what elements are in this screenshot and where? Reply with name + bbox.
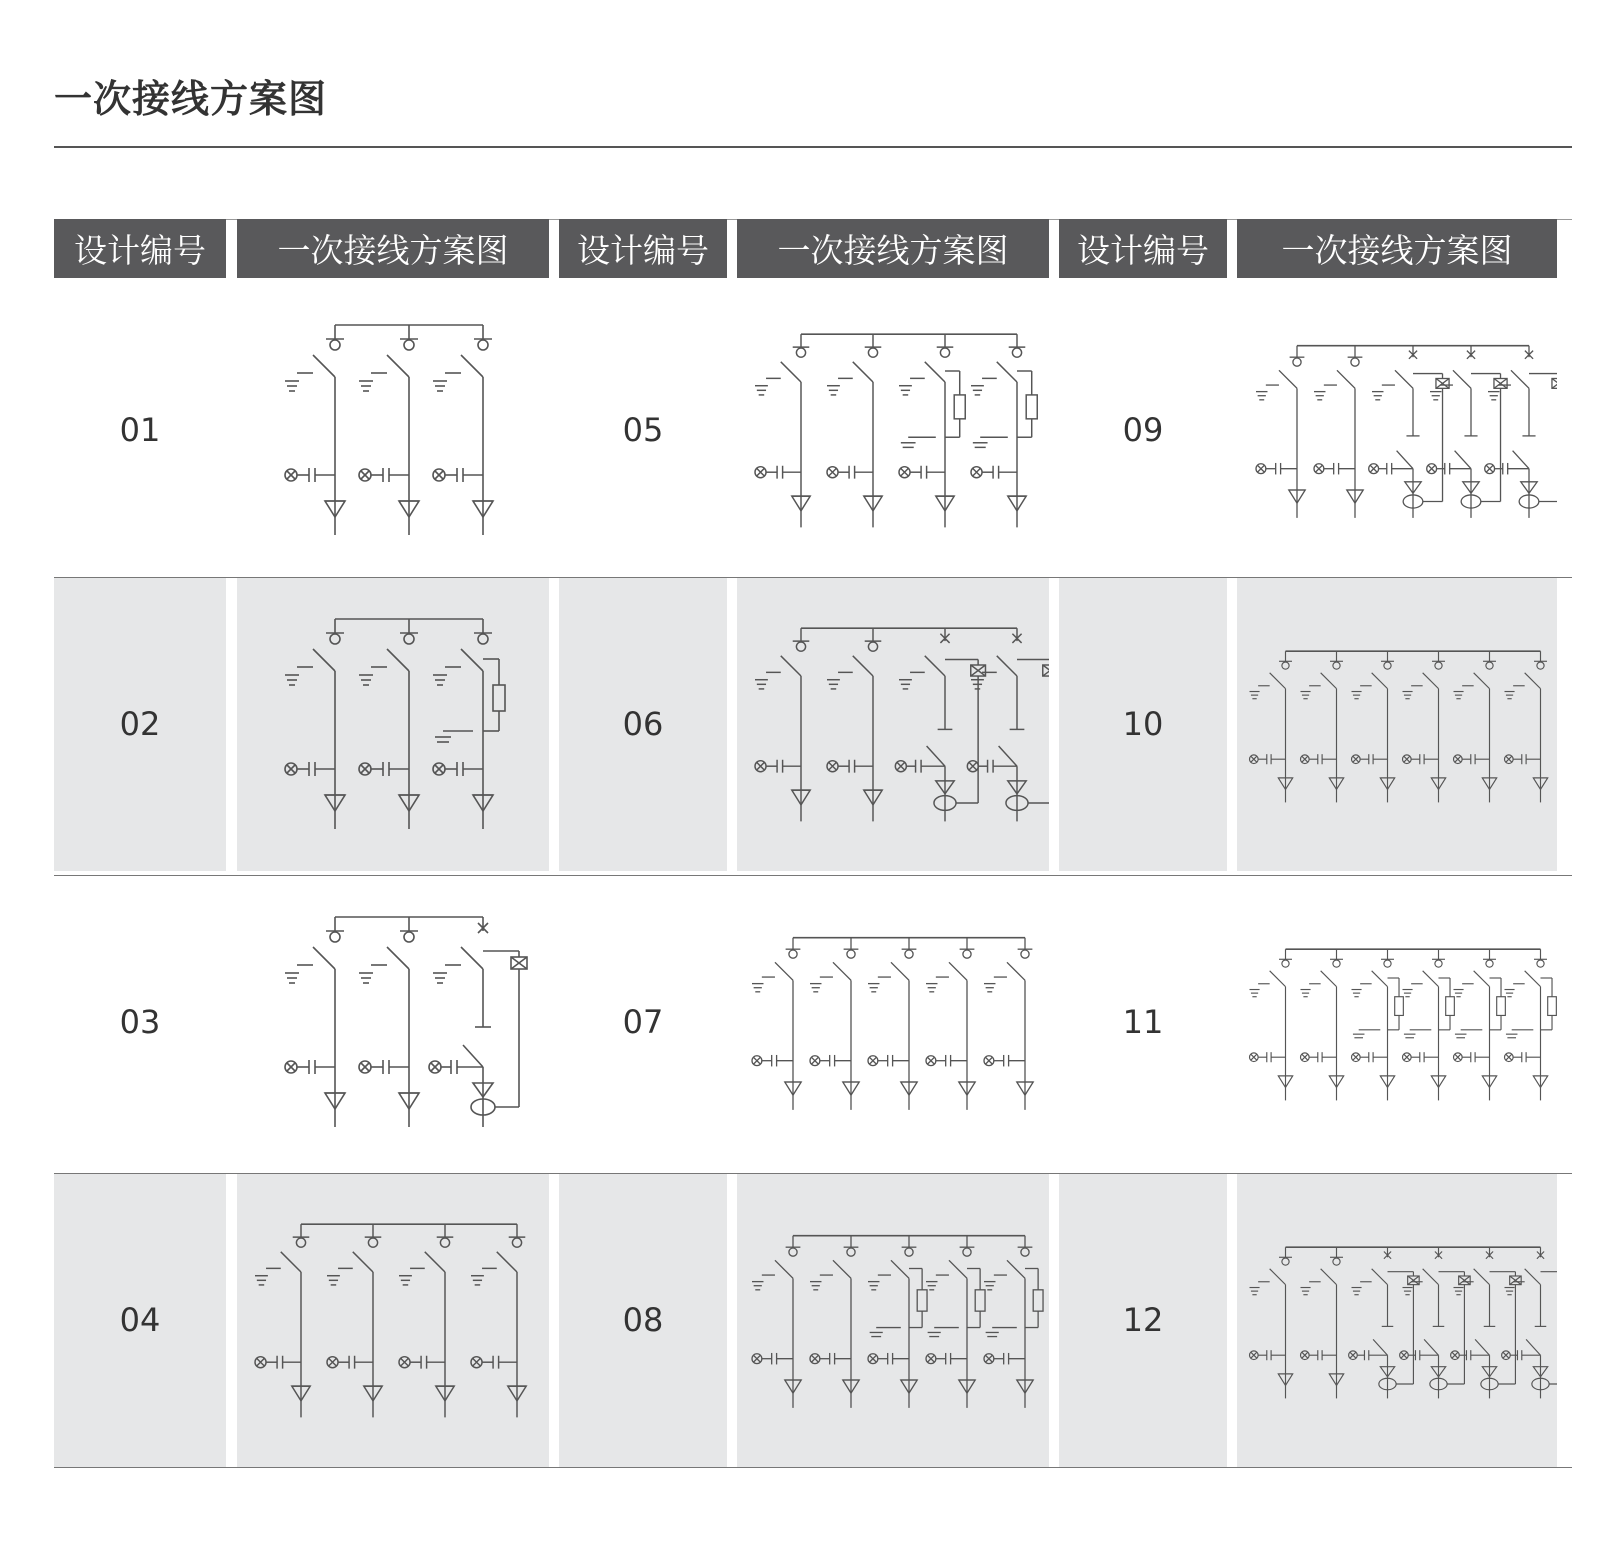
scheme-code-04: 04: [54, 1173, 226, 1467]
feeder-sd-1: [1256, 346, 1305, 518]
header-wiring-diagram-3: 一次接线方案图: [1237, 219, 1557, 278]
feeder-sd-4: [471, 1224, 526, 1417]
feeder-sdf-3: [868, 1236, 927, 1408]
single-line-diagram: [737, 283, 1049, 577]
header-design-code-1: 设计编号: [54, 219, 226, 278]
feeder-lb-3: [1349, 1247, 1420, 1398]
wiring-diagram-07: [737, 875, 1049, 1169]
feeder-sd-2: [1301, 1247, 1344, 1398]
feeder-sd-2: [359, 619, 419, 829]
feeder-sd-2: [1314, 346, 1363, 518]
feeder-sd-4: [926, 938, 975, 1110]
feeder-sd-2: [827, 628, 882, 821]
feeder-lb-3: [429, 917, 527, 1127]
feeder-lb-4: [967, 628, 1049, 821]
row-divider: [54, 1467, 1572, 1468]
feeder-sd-4: [1403, 651, 1446, 802]
feeder-sd-1: [752, 1236, 801, 1408]
wiring-diagram-04: [237, 1173, 549, 1467]
wiring-diagram-08: [737, 1173, 1049, 1467]
single-line-diagram: [1237, 283, 1557, 577]
header-design-code-2: 设计编号: [559, 219, 727, 278]
feeder-sd-2: [1301, 949, 1344, 1100]
feeder-sd-1: [285, 325, 345, 535]
scheme-code-01: 01: [119, 411, 161, 449]
feeder-sd-2: [327, 1224, 382, 1417]
single-line-diagram: [237, 577, 549, 871]
scheme-code-06: 06: [559, 577, 727, 871]
feeder-lb-4: [1427, 346, 1507, 518]
feeder-lb-3: [1369, 346, 1449, 518]
header-wiring-diagram-1: 一次接线方案图: [237, 219, 549, 278]
feeder-sd-1: [285, 619, 345, 829]
header-design-code-3: 设计编号: [1059, 219, 1227, 278]
feeder-sdf-4: [971, 334, 1037, 527]
feeder-sd-1: [255, 1224, 310, 1417]
single-line-diagram: [737, 875, 1049, 1169]
row-divider: [54, 577, 1572, 578]
single-line-diagram: [237, 875, 549, 1169]
feeder-sd-2: [827, 334, 882, 527]
feeder-lb-3: [895, 628, 985, 821]
wiring-diagram-02: [237, 577, 549, 871]
wiring-diagram-10: [1237, 577, 1557, 871]
feeder-sd-1: [1250, 1247, 1293, 1398]
feeder-sd-1: [752, 938, 801, 1110]
feeder-lb-4: [1400, 1247, 1471, 1398]
single-line-diagram: [1237, 1173, 1557, 1467]
scheme-code-03: 03: [119, 1003, 161, 1041]
feeder-lb-6: [1502, 1247, 1557, 1398]
feeder-sd-2: [359, 325, 419, 535]
feeder-sd-1: [285, 917, 345, 1127]
feeder-sd-3: [433, 325, 493, 535]
feeder-sd-6: [1505, 651, 1548, 802]
scheme-code-07: 07: [622, 1003, 664, 1041]
feeder-sd-2: [810, 938, 859, 1110]
wiring-diagram-06: [737, 577, 1049, 871]
wiring-diagram-11: [1237, 875, 1557, 1169]
row-divider: [54, 875, 1572, 876]
feeder-sd-2: [359, 917, 419, 1127]
feeder-lb-5: [1485, 346, 1557, 518]
scheme-code-12: 12: [1059, 1173, 1227, 1467]
single-line-diagram: [1237, 577, 1557, 871]
feeder-sd-5: [1454, 651, 1497, 802]
feeder-sd-5: [984, 938, 1033, 1110]
feeder-lb-5: [1451, 1247, 1522, 1398]
header-wiring-diagram-2: 一次接线方案图: [737, 219, 1049, 278]
scheme-code-11: 11: [1122, 1003, 1164, 1041]
scheme-code-09: 09: [1122, 411, 1164, 449]
feeder-sd-2: [1301, 651, 1344, 802]
feeder-sd-3: [868, 938, 917, 1110]
single-line-diagram: [1237, 875, 1557, 1169]
scheme-code-05: 05: [622, 411, 664, 449]
scheme-code-02: 02: [54, 577, 226, 871]
feeder-sdf-3: [899, 334, 965, 527]
row-divider: [54, 1173, 1572, 1174]
wiring-diagram-09: [1237, 283, 1557, 577]
feeder-sdf-3: [1352, 949, 1404, 1100]
single-line-diagram: [237, 283, 549, 577]
feeder-sd-1: [1250, 651, 1293, 802]
single-line-diagram: [237, 1173, 549, 1467]
feeder-sd-1: [755, 628, 810, 821]
wiring-diagram-03: [237, 875, 549, 1169]
single-line-diagram: [737, 577, 1049, 871]
feeder-sdf-3: [433, 619, 505, 829]
wiring-diagram-12: [1237, 1173, 1557, 1467]
feeder-sd-3: [1352, 651, 1395, 802]
feeder-sdf-5: [984, 1236, 1043, 1408]
wiring-diagram-01: [237, 283, 549, 577]
feeder-sdf-6: [1505, 949, 1557, 1100]
page-title: 一次接线方案图: [54, 77, 328, 121]
feeder-sd-1: [755, 334, 810, 527]
feeder-sd-1: [1250, 949, 1293, 1100]
feeder-sdf-4: [1403, 949, 1455, 1100]
feeder-sdf-4: [926, 1236, 985, 1408]
scheme-code-08: 08: [559, 1173, 727, 1467]
scheme-code-10: 10: [1059, 577, 1227, 871]
single-line-diagram: [737, 1173, 1049, 1467]
feeder-sd-3: [399, 1224, 454, 1417]
wiring-diagram-05: [737, 283, 1049, 577]
feeder-sd-2: [810, 1236, 859, 1408]
title-divider: [54, 146, 1572, 148]
feeder-sdf-5: [1454, 949, 1506, 1100]
